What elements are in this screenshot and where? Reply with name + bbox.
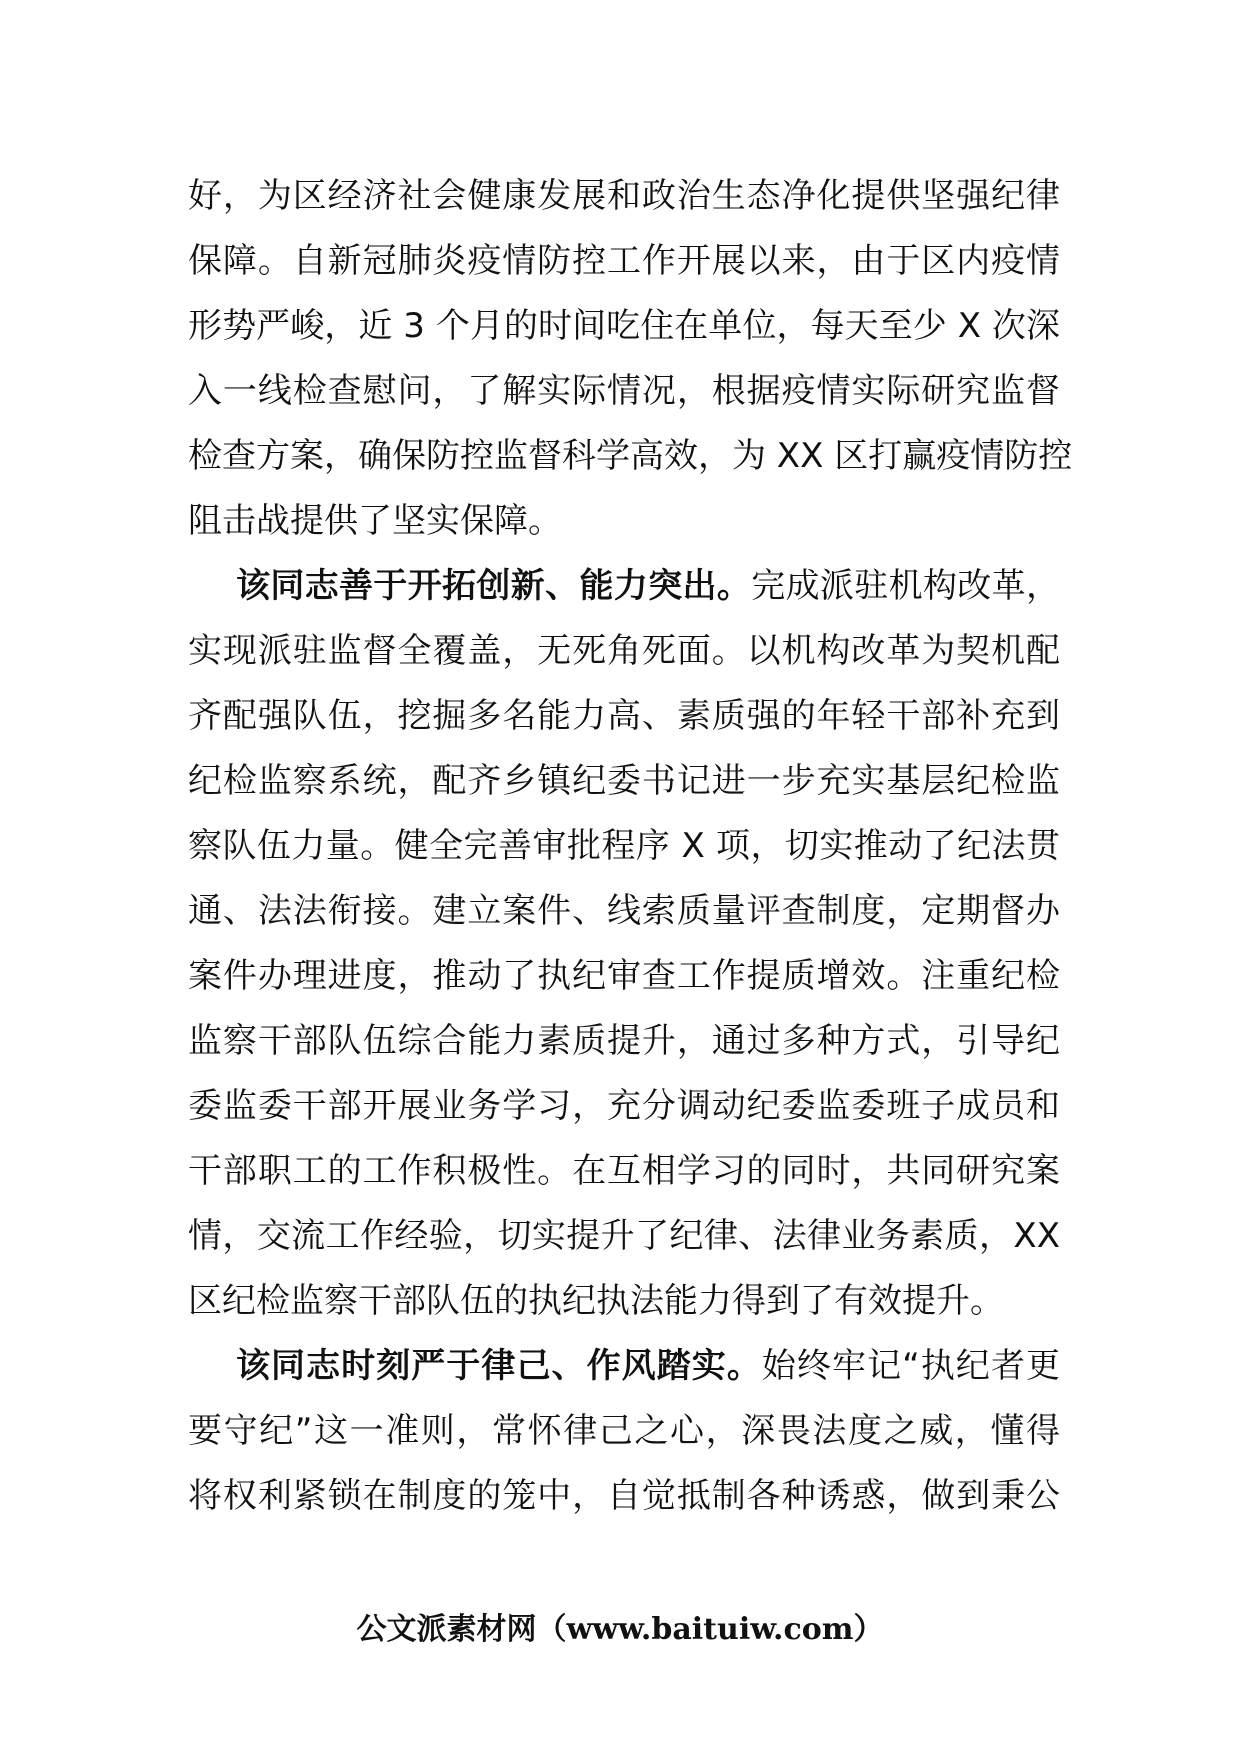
paragraph-2 xyxy=(188,554,1060,1334)
text-span: 完成派驻机构改革， xyxy=(751,566,1061,606)
paragraph-heading: 该同志时刻严于律己、作风踏实。 xyxy=(236,1346,762,1386)
text-line: 入一线检查慰问，了解实际情况，根据疫情实际研究监督 xyxy=(188,371,1060,411)
paragraph-heading: 该同志善于开拓创新、能力突出。 xyxy=(236,566,752,606)
text-line: 好，为区经济社会健康发展和政治生态净化提供坚强纪律 xyxy=(188,176,1060,216)
text-line: 委监委干部开展业务学习，充分调动纪委监委班子成员和 xyxy=(188,1086,1060,1126)
document-body xyxy=(188,164,1073,1529)
text-line: 通、法法衔接。建立案件、线索质量评查制度，定期督办 xyxy=(188,891,1060,931)
text-line: 情，交流工作经验，切实提升了纪律、法律业务素质，XX xyxy=(188,1216,1060,1256)
text-line: 区纪检监察干部队伍的执纪执法能力得到了有效提升。 xyxy=(188,1281,1004,1321)
text-span: 始终牢记“执纪者更 xyxy=(761,1346,1060,1386)
text-line: 干部职工的工作积极性。在互相学习的同时，共同研究案 xyxy=(188,1151,1060,1191)
text-line: 监察干部队伍综合能力素质提升，通过多种方式，引导纪 xyxy=(188,1021,1060,1061)
text-line: 将权利紧锁在制度的笼中，自觉抵制各种诱惑，做到秉公 xyxy=(188,1476,1060,1516)
footer-watermark: 公文派素材网（www.baituiw.com） xyxy=(356,1612,884,1647)
text-line xyxy=(188,554,1060,619)
text-line: 保障。自新冠肺炎疫情防控工作开展以来，由于区内疫情 xyxy=(188,241,1060,281)
text-line: 纪检监察系统，配齐乡镇纪委书记进一步充实基层纪检监 xyxy=(188,761,1060,801)
text-line: 阻击战提供了坚实保障。 xyxy=(188,501,562,541)
text-line: 察队伍力量。健全完善审批程序 X 项，切实推动了纪法贯 xyxy=(188,826,1060,866)
paragraph-1 xyxy=(188,164,1073,554)
text-line: 齐配强队伍，挖掘多名能力高、素质强的年轻干部补充到 xyxy=(188,696,1060,736)
text-line: 形势严峻，近 3 个月的时间吃住在单位，每天至少 X 次深 xyxy=(188,306,1060,346)
text-line: 实现派驻监督全覆盖，无死角死面。以机构改革为契机配 xyxy=(188,631,1060,671)
paragraph-3 xyxy=(188,1334,1060,1529)
text-line: 检查方案，确保防控监督科学高效，为 XX 区打赢疫情防控 xyxy=(188,436,1073,476)
text-line: 要守纪”这一准则，常怀律己之心，深畏法度之威，懂得 xyxy=(188,1411,1060,1451)
text-line: 案件办理进度，推动了执纪审查工作提质增效。注重纪检 xyxy=(188,956,1060,996)
text-line xyxy=(188,1334,1060,1399)
